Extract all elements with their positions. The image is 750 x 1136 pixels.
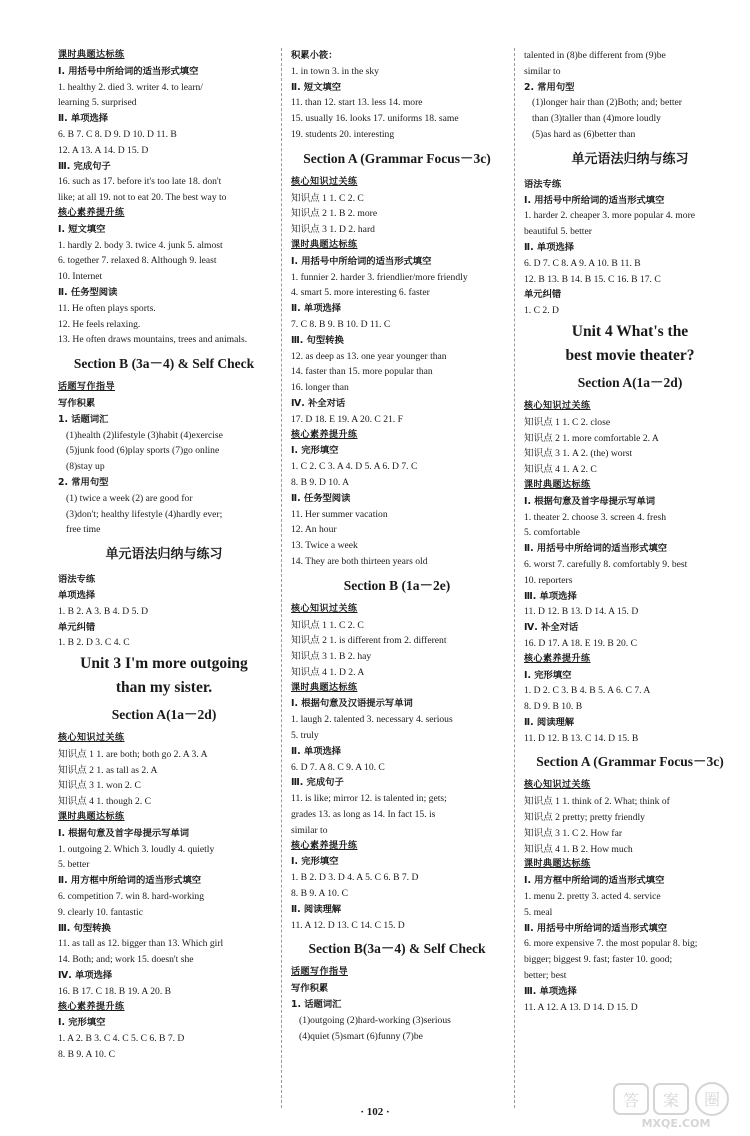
answer-line: learning 5. surprised (58, 97, 137, 109)
answer-line: 8. B 9. A 10. C (291, 888, 349, 900)
answer-line: 12. An hour (291, 524, 337, 536)
answer-line: bigger; biggest 9. fast; faster 10. good; (524, 954, 673, 966)
section-tag: 核心知识过关练 (524, 400, 591, 411)
answer-line: 16. longer than (291, 382, 349, 394)
answer-line: 知识点 4 1. A 2. C (524, 464, 597, 476)
answer-line: 5. meal (524, 906, 553, 918)
subheading: Ⅱ. 阅读理解 (524, 716, 575, 728)
subheading: Ⅱ. 用括号中所给词的适当形式填空 (524, 543, 668, 555)
answer-line: (5)as hard as (6)better than (532, 128, 636, 140)
section-tag: 课时典题达标练 (524, 479, 591, 490)
section-tag: 核心知识过关练 (58, 733, 125, 744)
answer-line: 1. outgoing 2. Which 3. loudly 4. quietly (58, 843, 215, 855)
answer-line: 知识点 1 1. C 2. close (524, 416, 611, 428)
answer-line: 1. C 2. C 3. A 4. D 5. A 6. D 7. C (291, 461, 418, 473)
section-tag: 核心素养提升练 (291, 840, 358, 851)
answer-line: 19. students 20. interesting (291, 128, 395, 140)
answer-line: 11. as tall as 12. bigger than 13. Which girl (58, 938, 224, 950)
subheading: Ⅰ. 用括号中所给词的适当形式填空 (291, 255, 432, 267)
subheading: 2. 常用句型 (524, 81, 575, 93)
subheading: 1. 话题词汇 (58, 413, 109, 425)
section-tag: 话题写作指导 (58, 382, 116, 393)
answer-line: 9. clearly 10. fantastic (58, 906, 143, 918)
unit-title: Unit 4 What's the (571, 322, 689, 340)
section-title: Section A (Grammar Focus－3c) (536, 754, 724, 770)
svg-text:案: 案 (662, 1091, 680, 1110)
subheading: Ⅰ. 用方框中所给词的适当形式填空 (524, 875, 665, 887)
answer-line: like; at all 19. not to eat 20. The best way to (58, 192, 227, 204)
answer-line: 1. menu 2. pretty 3. acted 4. service (524, 891, 661, 903)
answer-line: 知识点 3 1. won 2. C (58, 780, 141, 792)
answer-line: grades 13. as long as 14. In fact 15. is (291, 809, 436, 821)
answer-line: 12. as deep as 13. one year younger than (291, 350, 447, 362)
answer-line: 知识点 2 1. more comfortable 2. A (524, 432, 659, 444)
answer-line: 知识点 4 1. B 2. How much (524, 843, 633, 855)
answer-line: 7. C 8. B 9. B 10. D 11. C (291, 318, 391, 330)
subheading: Ⅲ. 完成句子 (58, 160, 111, 172)
section-title: Section A (Grammar Focus－3c) (303, 150, 491, 166)
answer-line: (1)longer hair than (2)Both; and; better (532, 97, 682, 109)
answer-line: 5. better (58, 859, 90, 871)
answer-line: 6. more expensive 7. the most popular 8. big; (524, 938, 698, 950)
watermark-logo (612, 1080, 740, 1130)
subheading: Ⅲ. 单项选择 (524, 985, 577, 997)
subheading: Ⅰ. 完形填空 (291, 856, 339, 868)
subheading: Ⅰ. 短文填空 (58, 223, 106, 235)
answer-line: 17. D 18. E 19. A 20. C 21. F (291, 413, 403, 425)
answer-line: 16. such as 17. before it's too late 18. don't (58, 176, 222, 188)
column-divider (514, 48, 515, 1108)
answer-line: 6. D 7. C 8. A 9. A 10. B 11. B (524, 257, 641, 269)
svg-text:答: 答 (622, 1091, 640, 1110)
answer-line: 6. together 7. relaxed 8. Although 9. least (58, 255, 217, 267)
svg-text:圈: 圈 (703, 1090, 721, 1109)
section-tag: 核心知识过关练 (291, 603, 358, 614)
subheading: 积累小筱： (291, 50, 338, 61)
answer-line: free time (66, 524, 101, 536)
answer-line: 10. reporters (524, 574, 573, 586)
answer-line: 知识点 1 1. think of 2. What; think of (524, 796, 670, 808)
answer-line: 13. He often draws mountains, trees and animals. (58, 334, 248, 346)
answer-line: 14. They are both thirteen years old (291, 555, 428, 567)
subheading: 语法专练 (524, 178, 562, 190)
answer-line: similar to (524, 65, 561, 77)
answer-line: 知识点 1 1. C 2. C (291, 192, 364, 204)
answer-line: 知识点 2 1. B 2. more (291, 208, 378, 220)
answer-line: 知识点 3 1. C 2. How far (524, 827, 623, 839)
answer-line: 14. faster than 15. more popular than (291, 366, 433, 378)
subheading: Ⅱ. 短文填空 (291, 81, 342, 93)
page-number: · 102 · (360, 1106, 390, 1118)
subheading: Ⅱ. 阅读理解 (291, 903, 342, 915)
answer-line: 6. B 7. C 8. D 9. D 10. D 11. B (58, 128, 177, 140)
answer-line: (5)junk food (6)play sports (7)go online (66, 445, 220, 457)
column-divider (281, 48, 282, 1108)
section-tag: 课时典题达标练 (291, 682, 358, 693)
section-tag: 核心知识过关练 (291, 176, 358, 187)
answer-line: 1. B 2. D 3. C 4. C (58, 637, 130, 649)
answer-line: (1)outgoing (2)hard-working (3)serious (299, 1014, 451, 1026)
section-tag: 核心素养提升练 (58, 207, 125, 218)
answer-line: 16. D 17. A 18. E 19. B 20. C (524, 637, 638, 649)
subheading: Ⅱ. 用括号中所给词的适当形式填空 (524, 922, 668, 934)
answer-line: better; best (524, 970, 567, 982)
answer-line: 知识点 2 pretty; pretty friendly (524, 812, 645, 824)
section-tag: 课时典题达标练 (524, 859, 591, 870)
answer-line: beautiful 5. better (524, 226, 592, 238)
answer-line: 知识点 2 1. as tall as 2. A (58, 764, 158, 776)
answer-line: than (3)taller than (4)more loudly (532, 113, 661, 125)
answer-line: 知识点 4 1. D 2. A (291, 666, 365, 678)
answer-line: 1. C 2. D (524, 305, 559, 317)
answer-line: 16. B 17. C 18. B 19. A 20. B (58, 985, 172, 997)
answer-line: 11. A 12. A 13. D 14. D 15. D (524, 1001, 638, 1013)
answer-line: 12. He feels relaxing. (58, 318, 141, 330)
answer-line: 1. in town 3. in the sky (291, 65, 379, 77)
answer-line: 1. B 2. D 3. D 4. A 5. C 6. B 7. D (291, 872, 419, 884)
section-tag: 课时典题达标练 (291, 239, 358, 250)
answer-line: (1) twice a week (2) are good for (66, 492, 193, 504)
answer-line: 1. D 2. C 3. B 4. B 5. A 6. C 7. A (524, 685, 651, 697)
answer-line: 10. Internet (58, 271, 103, 283)
answer-line: 1. harder 2. cheaper 3. more popular 4. more (524, 210, 696, 222)
answer-line: (1)health (2)lifestyle (3)habit (4)exercise (66, 429, 223, 441)
subheading: Ⅳ. 补全对话 (524, 622, 579, 634)
column-right (524, 48, 736, 1015)
section-title: Section A(1a－2d) (577, 374, 683, 390)
subheading: 写作积累 (291, 983, 329, 995)
section-title: Section B(3a－4) & Self Check (308, 941, 486, 957)
section-tag: 课时典题达标练 (58, 50, 125, 60)
answer-line: 11. Her summer vacation (291, 508, 388, 520)
section-tag: 核心素养提升练 (58, 1001, 125, 1012)
section-tag: 核心素养提升练 (524, 653, 591, 664)
chapter-heading: 单元语法归纳与练习 (105, 547, 223, 563)
section-tag: 核心素养提升练 (291, 429, 358, 440)
answer-line: 8. D 9. B 10. B (524, 701, 583, 713)
subheading: Ⅰ. 用括号中所给词的适当形式填空 (524, 194, 665, 206)
subheading: 1. 话题词汇 (291, 999, 342, 1011)
answer-line: 1. theater 2. choose 3. screen 4. fresh (524, 511, 666, 523)
subheading: Ⅱ. 任务型阅读 (291, 492, 351, 504)
subheading: Ⅲ. 句型转换 (291, 334, 344, 346)
answer-line: 14. Both; and; work 15. doesn't she (58, 954, 194, 966)
subheading: 单元纠错 (58, 621, 96, 633)
answer-line: 知识点 3 1. B 2. hay (291, 651, 372, 663)
answer-line: 11. He often plays sports. (58, 302, 156, 314)
subheading: Ⅳ. 单项选择 (58, 970, 113, 982)
answer-line: 6. worst 7. carefully 8. comfortably 9. best (524, 558, 688, 570)
answer-line: similar to (291, 824, 328, 836)
subheading: Ⅲ. 句型转换 (58, 922, 111, 934)
answer-line: (3)don't; healthy lifestyle (4)hardly ever; (66, 508, 223, 520)
answer-line: 11. is like; mirror 12. is talented in; gets; (291, 793, 447, 805)
subheading: Ⅱ. 单项选择 (291, 745, 342, 757)
answer-line: 11. than 12. start 13. less 14. more (291, 97, 423, 109)
subheading: Ⅰ. 完形填空 (291, 445, 339, 457)
subheading: Ⅲ. 完成句子 (291, 777, 344, 789)
subheading: 单项选择 (58, 589, 96, 601)
subheading: Ⅱ. 单项选择 (524, 241, 575, 253)
subheading: Ⅰ. 完形填空 (524, 669, 572, 681)
section-title: Section B (3a－4) & Self Check (73, 356, 255, 372)
answer-line: 1. B 2. A 3. B 4. D 5. D (58, 605, 149, 617)
subheading: Ⅱ. 单项选择 (58, 113, 109, 125)
answer-line: 6. D 7. A 8. C 9. A 10. C (291, 761, 385, 773)
answer-line: 知识点 4 1. though 2. C (58, 796, 152, 808)
answer-line: 知识点 1 1. are both; both go 2. A 3. A (58, 748, 208, 760)
section-tag: 核心知识过关练 (524, 780, 591, 791)
answer-line: 1. funnier 2. harder 3. friendlier/more friendly (291, 271, 468, 283)
section-title: Section B (1a－2e) (343, 577, 451, 593)
subheading: 2. 常用句型 (58, 476, 109, 488)
subheading: 写作积累 (58, 397, 96, 409)
answer-line: 知识点 3 1. D 2. hard (291, 224, 375, 236)
answer-line: (4)quiet (5)smart (6)funny (7)be (299, 1030, 423, 1042)
unit-title: than my sister. (115, 679, 213, 697)
section-tag: 课时典题达标练 (58, 812, 125, 823)
answer-line: 15. usually 16. looks 17. uniforms 18. same (291, 113, 459, 125)
answer-line: 知识点 2 1. is different from 2. different (291, 635, 447, 647)
answer-line: 13. Twice a week (291, 540, 358, 552)
answer-line: 1. hardly 2. body 3. twice 4. junk 5. almost (58, 239, 223, 251)
answer-line: 4. smart 5. more interesting 6. faster (291, 287, 430, 299)
answer-line: 8. B 9. D 10. A (291, 476, 350, 488)
chapter-heading: 单元语法归纳与练习 (571, 151, 689, 167)
answer-line: 5. truly (291, 730, 319, 742)
svg-text:MXQE.COM: MXQE.COM (641, 1117, 711, 1130)
subheading: Ⅳ. 补全对话 (291, 397, 346, 409)
subheading: Ⅱ. 用方框中所给词的适当形式填空 (58, 875, 202, 887)
answer-line: 11. A 12. D 13. C 14. C 15. D (291, 919, 405, 931)
answer-line: 知识点 3 1. A 2. (the) worst (524, 448, 633, 460)
answer-line: 5. comfortable (524, 527, 580, 539)
section-tag: 话题写作指导 (291, 967, 349, 978)
subheading: Ⅲ. 单项选择 (524, 590, 577, 602)
subheading: Ⅰ. 用括号中所给词的适当形式填空 (58, 65, 199, 77)
answer-line: 6. competition 7. win 8. hard-working (58, 891, 205, 903)
column-middle (291, 48, 503, 1044)
subheading: Ⅰ. 根据句意及首字母提示写单词 (58, 827, 190, 839)
answer-line: (8)stay up (66, 461, 105, 473)
subheading: Ⅰ. 根据句意及汉语提示写单词 (291, 698, 413, 710)
answer-line: 1. laugh 2. talented 3. necessary 4. serious (291, 714, 453, 726)
answer-line: talented in (8)be different from (9)be (524, 50, 666, 61)
subheading: Ⅱ. 任务型阅读 (58, 286, 118, 298)
answer-line: 1. healthy 2. died 3. writer 4. to learn/ (58, 81, 203, 93)
answer-line: 8. B 9. A 10. C (58, 1049, 116, 1061)
section-title: Section A(1a－2d) (111, 707, 217, 723)
subheading: Ⅰ. 完形填空 (58, 1017, 106, 1029)
unit-title: Unit 3 I'm more outgoing (80, 655, 248, 673)
answer-line: 11. D 12. B 13. D 14. A 15. D (524, 606, 639, 618)
answer-line: 1. A 2. B 3. C 4. C 5. C 6. B 7. D (58, 1033, 185, 1045)
subheading: Ⅱ. 单项选择 (291, 303, 342, 315)
unit-title: best movie theater? (565, 346, 695, 364)
answer-line: 11. D 12. B 13. C 14. D 15. B (524, 732, 639, 744)
answer-line: 12. A 13. A 14. D 15. D (58, 144, 149, 156)
column-left (58, 48, 270, 1063)
subheading: 语法专练 (58, 574, 96, 586)
subheading: Ⅰ. 根据句意及首字母提示写单词 (524, 495, 656, 507)
answer-line: 12. B 13. B 14. B 15. C 16. B 17. C (524, 273, 661, 285)
answer-line: 知识点 1 1. C 2. C (291, 619, 364, 631)
subheading: 单元纠错 (524, 289, 562, 301)
